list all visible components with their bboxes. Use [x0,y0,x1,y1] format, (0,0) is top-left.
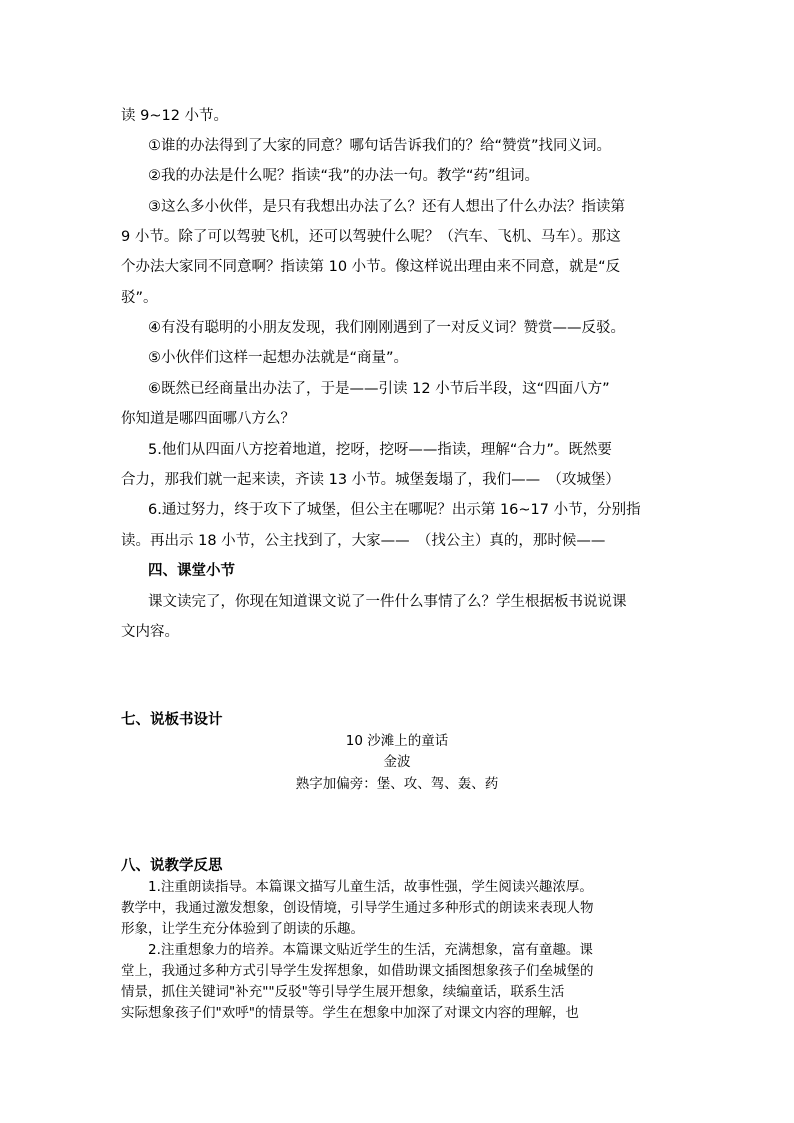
text-line: 情景，抓住关键词"补充""反驳"等引导学生展开想象，续编童话，联系生活 [121,984,565,1000]
board-characters: 熟字加偏旁：堡、攻、驾、轰、药 [295,776,499,792]
text-line: ⑤小伙伴们这样一起想办法就是“商量”。 [148,350,409,366]
text-line: 课文读完了，你现在知道课文说了一件什么事情了么？学生根据板书说说课 [148,594,627,610]
text-line: 文内容。 [121,624,179,640]
text-line: 形象，让学生充分体验到了朗读的乐趣。 [121,921,364,937]
text-line: 2.注重想象力的培养。本篇课文贴近学生的生活，充满想象，富有童趣。课 [148,942,593,958]
text-line: 个办法大家同不同意啊？指读第 10 小节。像这样说出理由来不同意，就是“反 [121,259,621,275]
text-line: 实际想象孩子们"欢呼"的情景等。学生在想象中加深了对课文内容的理解，也 [121,1005,579,1021]
text-line: 6.通过努力，终于攻下了城堡，但公主在哪呢？出示第 16~17 小节，分别指 [148,502,641,518]
text-line: 堂上，我通过多种方式引导学生发挥想象，如借助课文插图想象孩子们垒城堡的 [121,963,594,979]
text-line: ③这么多小伙伴，是只有我想出办法了么？还有人想出了什么办法？指读第 [148,199,625,215]
board-author: 金波 [383,754,411,770]
text-line: 驳”。 [121,290,158,306]
text-line: ②我的办法是什么呢？指读“我”的办法一句。教学“药”组词。 [148,168,540,184]
section-heading: 八、说教学反思 [121,858,223,874]
text-line: 读 9~12 小节。 [121,108,229,124]
text-line: ①谁的办法得到了大家的同意？哪句话告诉我们的？给“赞赏”找同义词。 [148,138,612,154]
text-line: 读。再出示 18 小节，公主找到了，大家—— （找公主）真的，那时候—— [121,533,606,549]
text-line: 9 小节。除了可以驾驶飞机，还可以驾驶什么呢？（汽车、飞机、马车）。那这 [121,229,621,245]
text-line: 合力，那我们就一起来读，齐读 13 小节。城堡轰塌了，我们—— （攻城堡） [121,472,620,488]
text-line: 你知道是哪四面哪八方么？ [121,411,295,427]
section-heading: 七、说板书设计 [121,712,223,728]
text-line: ⑥既然已经商量出办法了，于是——引读 12 小节后半段，这“四面八方” [148,381,610,397]
board-title: 10 沙滩上的童话 [345,733,449,749]
section-heading: 四、课堂小节 [148,563,235,579]
text-line: 1.注重朗读指导。本篇课文描写儿童生活，故事性强，学生阅读兴趣浓厚。 [148,879,593,895]
text-line: 5.他们从四面八方挖着地道，挖呀，挖呀——指读，理解“合力”。既然要 [148,442,612,458]
text-line: 教学中，我通过激发想象，创设情境，引导学生通过多种形式的朗读来表现人物 [121,900,594,916]
text-line: ④有没有聪明的小朋友发现，我们刚刚遇到了一对反义词？赞赏——反驳。 [148,320,625,336]
